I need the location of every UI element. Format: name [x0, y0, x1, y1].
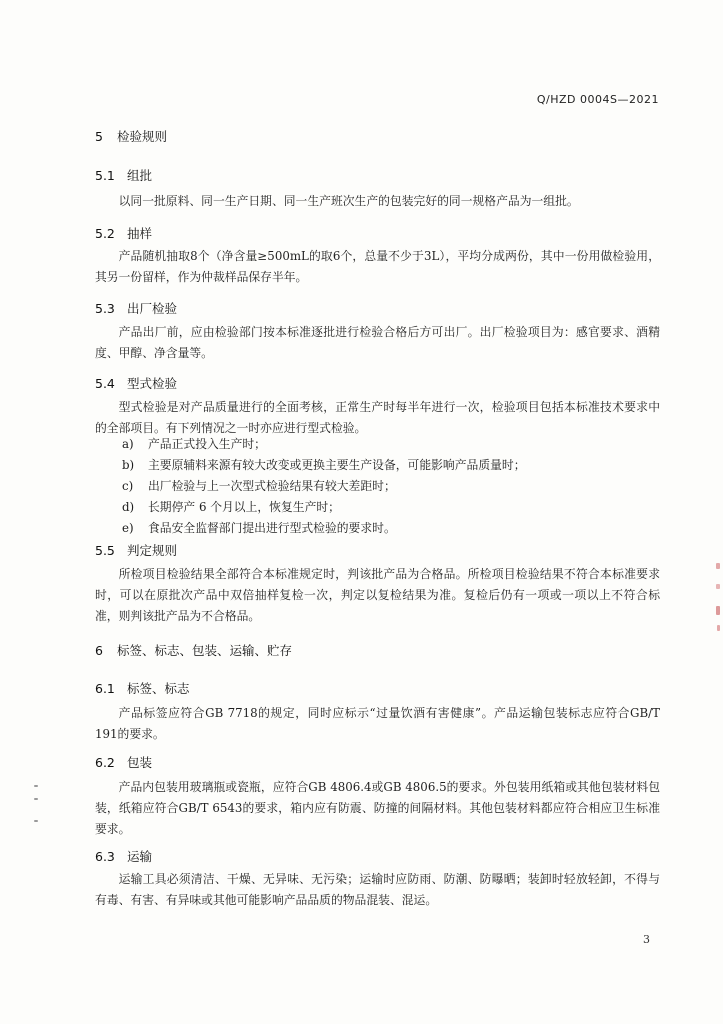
section-title: 抽样	[127, 226, 153, 241]
document-code: Q/HZD 0004S—2021	[536, 93, 659, 106]
section-number: 6.1	[95, 681, 115, 696]
section-6-1-heading	[95, 679, 190, 697]
list-item	[122, 434, 266, 455]
section-5-4-text: 型式检验是对产品质量进行的全面考核，正常生产时每半年进行一次，检验项目包括本标准技术要求中的全部项目。有下列情况之一时亦应进行型式检验。	[95, 400, 660, 435]
section-title: 包装	[127, 755, 153, 770]
section-number: 5	[95, 129, 103, 144]
section-5-heading	[95, 127, 167, 145]
section-5-1-text: 以同一批原料、同一生产日期、同一生产班次生产的包装完好的同一规格产品为一组批。	[118, 194, 579, 208]
list-text: 长期停产 6 个月以上，恢复生产时；	[148, 500, 340, 514]
list-marker: e)	[122, 521, 134, 535]
section-title: 组批	[127, 168, 153, 183]
section-title: 型式检验	[127, 376, 178, 391]
section-title: 标签、标志	[127, 681, 190, 696]
list-text: 出厂检验与上一次型式检验结果有较大差距时；	[148, 479, 396, 493]
section-number: 6	[95, 643, 103, 658]
section-title: 出厂检验	[127, 301, 178, 316]
section-number: 5.2	[95, 226, 115, 241]
section-number: 5.4	[95, 376, 115, 391]
section-5-3-text: 产品出厂前，应由检验部门按本标准逐批进行检验合格后方可出厂。出厂检验项目为：感官要求、酒精度、甲醇、净含量等。	[95, 325, 660, 360]
list-text: 食品安全监督部门提出进行型式检验的要求时。	[148, 521, 396, 535]
section-6-3-heading	[95, 847, 152, 865]
section-title: 检验规则	[117, 129, 168, 144]
list-text: 产品正式投入生产时；	[148, 437, 266, 451]
section-number: 6.2	[95, 755, 115, 770]
scan-speck	[717, 625, 720, 631]
section-6-1-text: 产品标签应符合GB 7718的规定，同时应标示“过量饮酒有害健康”。产品运输包装标志应符合GB/T 191的要求。	[95, 706, 660, 741]
list-marker: c)	[122, 479, 134, 493]
scan-speck	[34, 820, 38, 822]
section-6-heading	[95, 641, 292, 659]
section-5-3-heading	[95, 299, 177, 317]
list-marker: a)	[122, 437, 134, 451]
section-5-5-text: 所检项目检验结果全部符合本标准规定时，判该批产品为合格品。所检项目检验结果不符合本标准要求时，可以在原批次产品中双倍抽样复检一次，判定以复检结果为准。复检后仍有一项或一项以上不符合标准，则判该批产品为不合格品。	[95, 567, 660, 623]
section-number: 6.3	[95, 849, 115, 864]
section-6-3-text: 运输工具必须清洁、干燥、无异味、无污染；运输时应防雨、防潮、防曝晒；装卸时轻放轻卸，不得与有毒、有害、有异味或其他可能影响产品品质的物品混装、混运。	[95, 872, 660, 907]
list-item	[122, 476, 396, 497]
section-6-2-heading	[95, 753, 152, 771]
section-5-4-heading	[95, 374, 177, 392]
section-title: 运输	[127, 849, 153, 864]
page-number: 3	[643, 933, 650, 946]
section-title: 判定规则	[127, 543, 178, 558]
section-title: 标签、标志、包装、运输、贮存	[117, 643, 293, 658]
section-5-2-heading	[95, 224, 152, 242]
section-number: 5.1	[95, 168, 115, 183]
scan-speck	[716, 584, 720, 589]
list-item	[122, 497, 340, 518]
section-6-2-text: 产品内包装用玻璃瓶或瓷瓶，应符合GB 4806.4或GB 4806.5的要求。外包装用纸箱或其他包装材料包装，纸箱应符合GB/T 6543的要求，箱内应有防震、防撞的间隔材料。其他包装材料都应符合相应卫生标准要求。	[95, 780, 660, 836]
scan-speck	[716, 606, 720, 615]
list-text: 主要原辅料来源有较大改变或更换主要生产设备，可能影响产品质量时；	[148, 458, 526, 472]
section-number: 5.5	[95, 543, 115, 558]
section-5-2-text: 产品随机抽取8个（净含量≥500mL的取6个，总量不少于3L），平均分成两份，其中一份用做检验用，其另一份留样，作为仲裁样品保存半年。	[95, 249, 660, 284]
scan-speck	[716, 563, 720, 569]
list-marker: b)	[122, 458, 135, 472]
list-item	[122, 518, 396, 539]
scan-speck	[34, 798, 38, 800]
list-item	[122, 455, 526, 476]
section-number: 5.3	[95, 301, 115, 316]
scan-speck	[34, 785, 38, 787]
list-marker: d)	[122, 500, 135, 514]
section-5-5-heading	[95, 541, 177, 559]
section-5-1-heading	[95, 166, 152, 184]
